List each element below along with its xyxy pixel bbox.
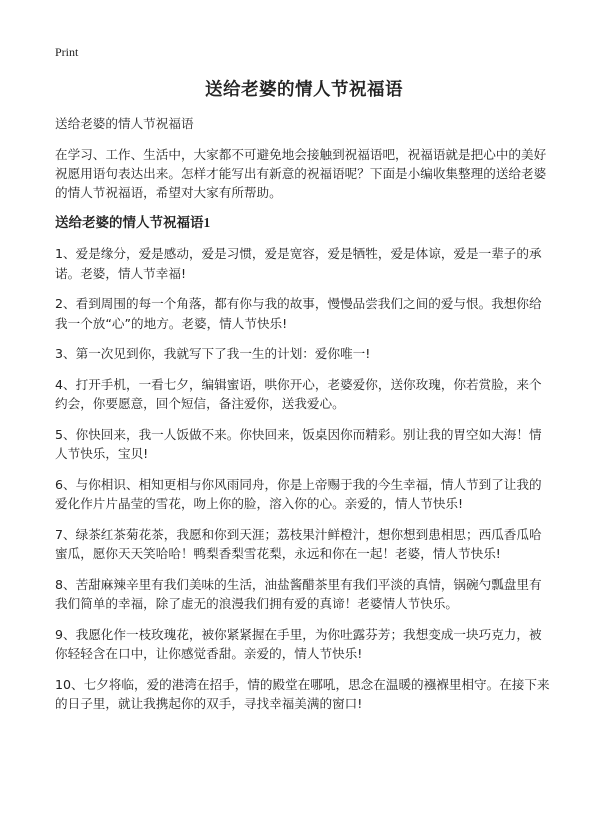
blessing-item: 1、爱是缘分，爱是感动，爱是习惯，爱是宽容，爱是牺牲，爱是体谅，爱是一辈子的承诺。老婆，情人节幸福! [55,246,542,281]
blessing-item: 8、苦甜麻辣辛里有我们美味的生活，油盐酱醋茶里有我们平淡的真情，锅碗勺瓢盘里有我们简单的幸福，除了虚无的浪漫我们拥有爱的真谛！老婆情人节快乐。 [55,576,542,611]
blessing-list [55,244,553,714]
blessing-item: 7、绿茶红茶菊花茶，我愿和你到天涯；荔枝果汁鲜橙汁，想你想到患相思；西瓜香瓜哈蜜瓜，愿你天天笑哈哈！鸭梨香梨雪花梨，永远和你在一起！老婆，情人节快乐! [55,526,542,561]
blessing-item: 9、我愿化作一枝玫瑰花，被你紧紧握在手里，为你吐露芬芳；我想变成一块巧克力，被你轻轻含在口中，让你感觉香甜。亲爱的，情人节快乐! [55,626,542,661]
page-title: 送给老婆的情人节祝福语 [205,80,403,100]
blessing-item: 4、打开手机，一看七夕，编辑蜜语，哄你开心，老婆爱你，送你玫瑰，你若赏脸，来个约会，你要愿意，回个短信，备注爱你，送我爱心。 [55,376,542,411]
blessing-item: 10、七夕将临，爱的港湾在招手，情的殿堂在哪吼，思念在温暖的襁褓里相守。在接下来的日子里，就让我携起你的双手，寻找幸福美满的窗口! [55,676,550,711]
print-link[interactable]: Print [55,45,79,59]
blessing-item: 3、第一次见到你，我就写下了我一生的计划：爱你唯一! [55,346,371,361]
blessing-item: 6、与你相识、相知更相与你风雨同舟，你是上帝赐于我的今生幸福，情人节到了让我的爱化作片片晶莹的雪花，吻上你的脸，溶入你的心。亲爱的，情人节快乐! [55,476,542,511]
article-subtitle: 送给老婆的情人节祝福语 [55,116,194,131]
section-heading: 送给老婆的情人节祝福语1 [55,215,211,230]
intro-paragraph: 在学习、工作、生活中，大家都不可避免地会接触到祝福语吧，祝福语就是把心中的美好祝愿用语句表达出来。怎样才能写出有新意的祝福语呢？下面是小编收集整理的送给老婆的情人节祝福语，希望对大家有所帮助。 [55,147,547,200]
blessing-item: 5、你快回来，我一人饭做不来。你快回来，饭桌因你而精彩。别让我的胃空如大海！情人节快乐，宝贝! [55,426,542,461]
article [55,78,553,725]
blessing-item: 2、看到周围的每一个角落，都有你与我的故事，慢慢品尝我们之间的爱与恨。我想你给我一个放“心”的地方。老婆，情人节快乐! [55,296,542,331]
